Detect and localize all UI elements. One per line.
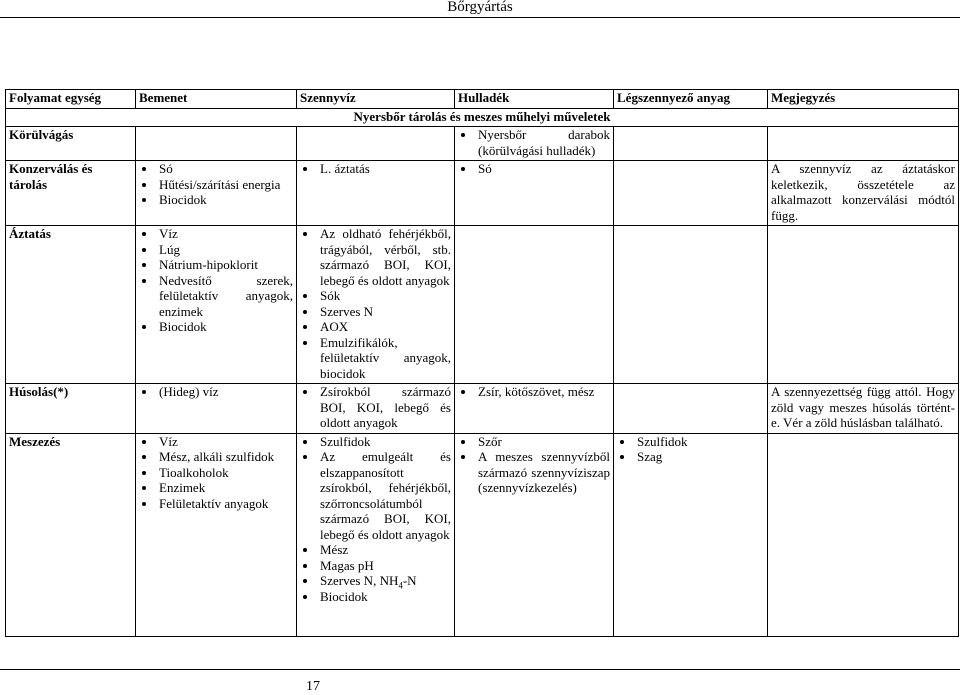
process-cell: Körülvágás (6, 127, 136, 161)
note-cell (768, 127, 959, 161)
list-item: Felületaktív anyagok (139, 496, 293, 512)
wastewater-cell (297, 127, 455, 161)
table-header-row (6, 90, 959, 109)
process-cell: Áztatás (6, 226, 136, 384)
table-row (6, 433, 959, 637)
list-item: A meszes szennyvízből származó szennyvíziszap (szennyvízkezelés) (458, 449, 610, 496)
column-header: Hulladék (455, 90, 614, 109)
list-item: Biocidok (139, 319, 293, 335)
list-item: AOX (300, 319, 451, 335)
air-cell (614, 226, 768, 384)
list-item: Zsír, kötőszövet, mész (458, 384, 610, 400)
list-item: Emulzifikálók, felületaktív anyagok, biocidok (300, 335, 451, 382)
list-item: Tioalkoholok (139, 465, 293, 481)
waste-cell (455, 384, 614, 434)
list-item: Nyersbőr darabok (körülvágási hulladék) (458, 127, 610, 158)
ammonium-text: Szerves N, NH (320, 573, 399, 588)
list-item: Nedvesítő szerek, felületaktív anyagok, enzimek (139, 273, 293, 320)
list-item: Szag (617, 449, 764, 465)
table-row (6, 226, 959, 384)
list-item: Az emulgeált és elszappanosított zsírokból, fehérjékből, szőrroncsolátumból származó BOI, KOI, lebegő és oldott anyagok (300, 449, 451, 542)
waste-cell (455, 226, 614, 384)
wastewater-cell (297, 433, 455, 637)
list-item: Magas pH (300, 558, 451, 574)
column-header: Légszennyező anyag (614, 90, 768, 109)
table-row (6, 127, 959, 161)
air-cell (614, 161, 768, 226)
section-title: Nyersbőr tárolás és meszes műhelyi műveletek (6, 108, 959, 127)
list-item: Nátrium-hipoklorit (139, 257, 293, 273)
note-cell: A szennyvíz az áztatáskor keletkezik, összetétele az alkalmazott konzerválási módtól függ. (768, 161, 959, 226)
list-item: Só (458, 161, 610, 177)
input-cell (136, 226, 297, 384)
list-item: Szerves N (300, 304, 451, 320)
table-row (6, 161, 959, 226)
list-item: Biocidok (300, 589, 451, 605)
list-item: Sók (300, 288, 451, 304)
column-header: Bemenet (136, 90, 297, 109)
note-cell: A szennyezettség függ attól. Hogy zöld vagy meszes húsolás történt-e. Vér a zöld húslásban található. (768, 384, 959, 434)
input-cell (136, 161, 297, 226)
column-header: Folyamat egység (6, 90, 136, 109)
section-row (6, 108, 959, 127)
wastewater-cell (297, 226, 455, 384)
air-cell (614, 433, 768, 637)
list-item: L. áztatás (300, 161, 451, 177)
ammonium-suffix: -N (402, 573, 417, 588)
running-title: Bőrgyártás (447, 0, 513, 15)
header-rule (0, 17, 960, 18)
column-header: Szennyvíz (297, 90, 455, 109)
input-cell (136, 127, 297, 161)
input-cell (136, 433, 297, 637)
wastewater-cell (297, 161, 455, 226)
air-cell (614, 384, 768, 434)
list-item: Szulfidok (617, 434, 764, 450)
note-cell (768, 433, 959, 637)
wastewater-cell (297, 384, 455, 434)
note-cell (768, 226, 959, 384)
list-item: Hűtési/szárítási energia (139, 177, 293, 193)
page-number: 17 (306, 679, 320, 694)
footer-rule (0, 669, 960, 670)
list-item: Zsírokból származó BOI, KOI, lebegő és oldott anyagok (300, 384, 451, 431)
waste-cell (455, 127, 614, 161)
waste-cell (455, 161, 614, 226)
waste-cell (455, 433, 614, 637)
list-item: Víz (139, 226, 293, 242)
list-item: Lúg (139, 242, 293, 258)
process-cell: Húsolás(*) (6, 384, 136, 434)
ammonium-subscript: 4 (398, 580, 403, 591)
list-item: Mész, alkáli szulfidok (139, 449, 293, 465)
process-cell: Meszezés (6, 433, 136, 637)
list-item: Biocidok (139, 192, 293, 208)
list-item: Víz (139, 434, 293, 450)
list-item: Az oldható fehérjékből, trágyából, vérből, stb. származó BOI, KOI, lebegő és oldott anyagok (300, 226, 451, 288)
list-item (300, 573, 451, 589)
process-table (5, 89, 959, 637)
list-item: (Hideg) víz (139, 384, 293, 400)
input-cell (136, 384, 297, 434)
process-cell: Konzerválás és tárolás (6, 161, 136, 226)
list-item: Szulfidok (300, 434, 451, 450)
air-cell (614, 127, 768, 161)
list-item: Enzimek (139, 480, 293, 496)
column-header: Megjegyzés (768, 90, 959, 109)
list-item: Szőr (458, 434, 610, 450)
list-item: Mész (300, 542, 451, 558)
table-row (6, 384, 959, 434)
list-item: Só (139, 161, 293, 177)
